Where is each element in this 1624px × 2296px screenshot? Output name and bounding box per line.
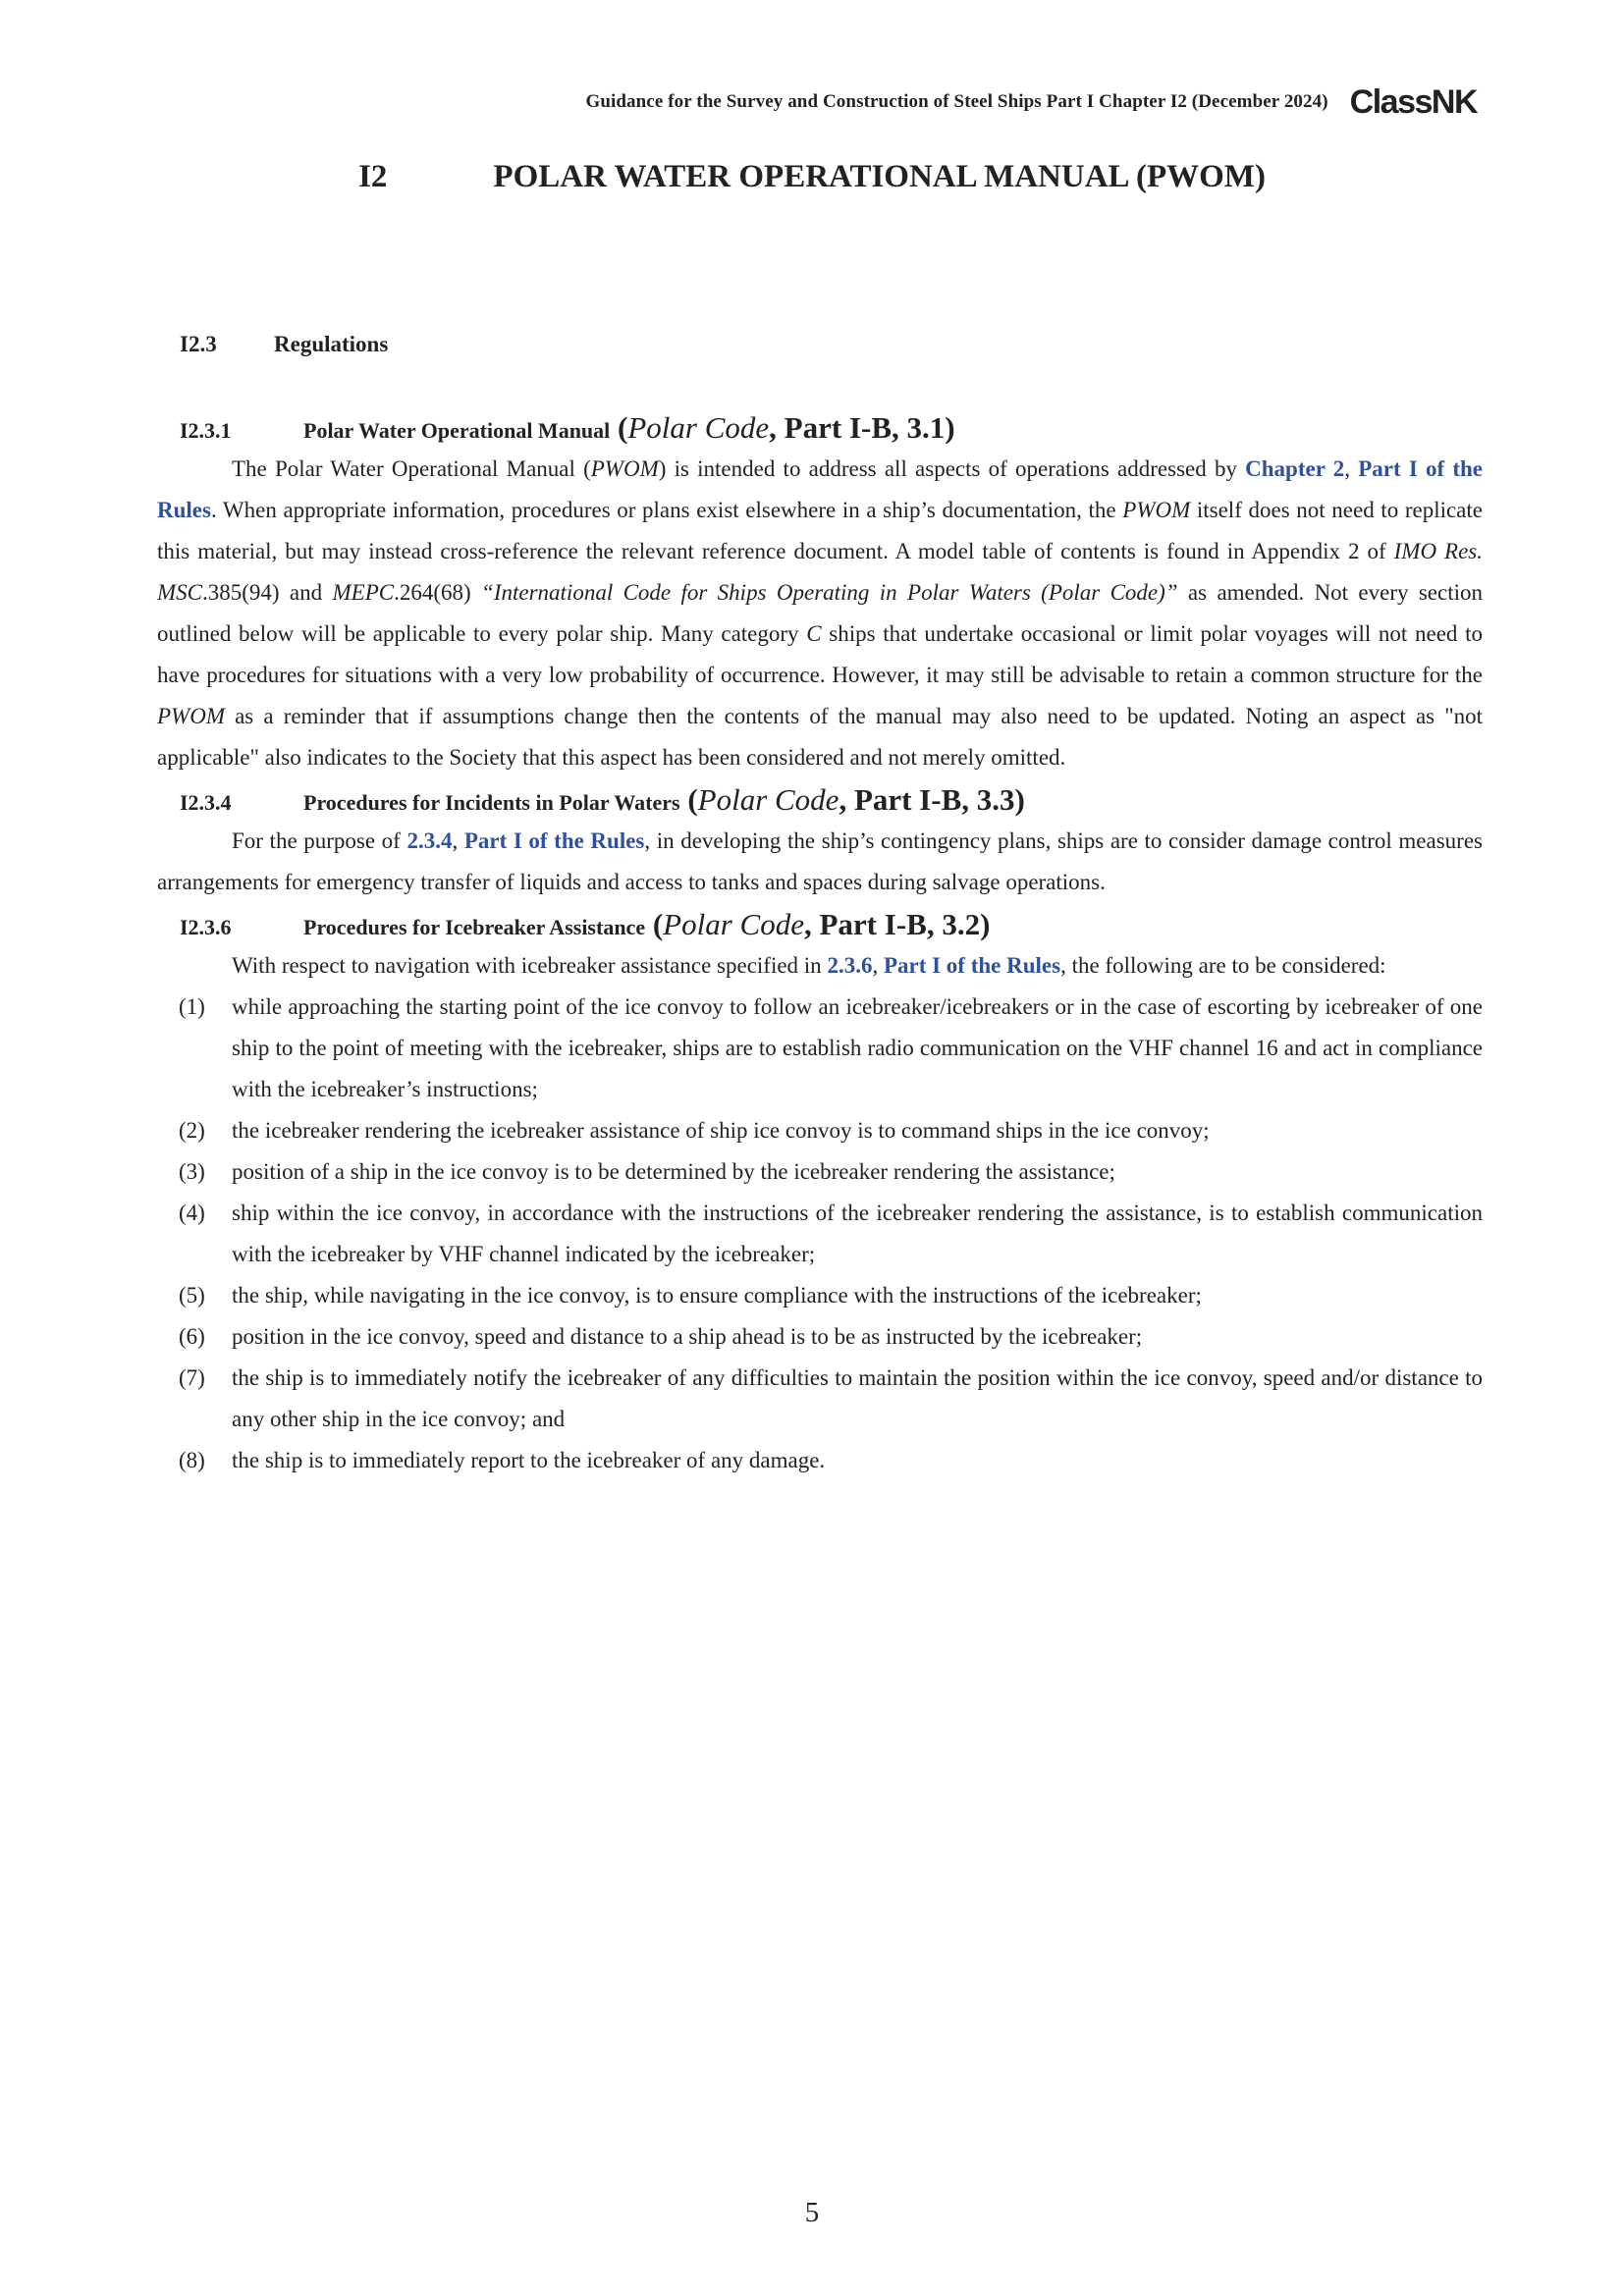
icebreaker-procedure-list (157, 987, 1483, 1481)
page-number: 5 (804, 2197, 820, 2228)
list-item-text: the ship is to immediately notify the icebreaker of any difficulties to maintain the position within the ice convoy, speed and/or distance to any other ship in the ice convoy; and (232, 1365, 1483, 1431)
list-marker: (2) (179, 1118, 205, 1143)
paragraph-2-3-6: With respect to navigation with icebreaker assistance specified in 2.3.6, Part I of the Rules, the following are to be considered: (232, 953, 1386, 978)
subsection-title: Procedures for Incidents in Polar Waters (303, 790, 680, 815)
list-item (157, 1440, 1483, 1481)
list-item (157, 1275, 1483, 1316)
link-part-i-of-the-rules[interactable]: Part I of the Rules (463, 828, 645, 853)
list-item (157, 1110, 1483, 1151)
subsection-title: Polar Water Operational Manual (303, 418, 611, 443)
polar-code-reference: (Polar Code, Part I-B, 3.1) (610, 410, 955, 445)
link-2-3-6[interactable]: 2.3.6 (827, 953, 873, 978)
list-item-text: ship within the ice convoy, in accordance with the instructions of the icebreaker rendering the assistance, is to establish communication with the icebreaker by VHF channel indicated by the icebreaker; (232, 1201, 1483, 1266)
paragraph-2-3-4: For the purpose of 2.3.4, Part I of the Rules, in developing the ship’s contingency plans, ships are to consider damage control measures arrangements for emergency transfer of liquids and access to tanks and spaces during salvage operations. (157, 828, 1483, 894)
chapter-title (0, 159, 1624, 195)
polar-code-reference: (Polar Code, Part I-B, 3.3) (679, 782, 1025, 817)
list-item-text: position of a ship in the ice convoy is to be determined by the icebreaker rendering the assistance; (232, 1159, 1115, 1184)
subsection-title: Procedures for Icebreaker Assistance (303, 915, 646, 939)
paragraph-2-3-1: The Polar Water Operational Manual (PWOM) is intended to address all aspects of operations addressed by Chapter 2, Part I of the Rules. When appropriate information, procedures or plans exist elsewhere in a ship’s documentation, the PWOM itself does not need to replicate this material, but may instead cross-reference the relevant reference document. A model table of contents is found in Appendix 2 of IMO Res. MSC.385(94) and MEPC.264(68) “International Code for Ships Operating in Polar Waters (Polar Code)” as amended. Not every section outlined below will be applicable to every polar ship. Many category C ships that undertake occasional or limit polar voyages will not need to have procedures for situations with a very low probability of occurrence. However, it may still be advisable to retain a common structure for the PWOM as a reminder that if assumptions change then the contents of the manual may also need to be updated. Noting an aspect as "not applicable" also indicates to the Society that this aspect has been considered and not merely omitted. (157, 456, 1484, 770)
section-number: I2.3 (180, 332, 217, 356)
subsection-heading-2-3-4 (157, 778, 1483, 821)
chapter-title-text: POLAR WATER OPERATIONAL MANUAL (PWOM) (493, 159, 1266, 194)
subsection-number: I2.3.1 (180, 418, 232, 443)
main-content (157, 406, 1483, 1481)
list-item (157, 1358, 1483, 1440)
list-marker: (4) (179, 1201, 205, 1225)
list-marker: (7) (179, 1365, 205, 1390)
list-marker: (1) (179, 994, 205, 1019)
subsection-number: I2.3.4 (180, 790, 232, 815)
list-item-text: while approaching the starting point of the ice convoy to follow an icebreaker/icebreakers or in the case of escorting by icebreaker of one ship to the point of meeting with the icebreaker, ships are to establish radio communication on the VHF channel 16 and act in compliance with the icebreaker’s instructions; (232, 994, 1483, 1101)
running-header-title: Guidance for the Survey and Construction of Steel Ships Part I Chapter I2 (December 2024) (585, 91, 1328, 112)
subsection-heading-2-3-6 (157, 903, 1483, 945)
link-chapter-2[interactable]: Chapter 2 (1245, 456, 1345, 481)
subsection-heading-2-3-1 (157, 406, 1483, 449)
running-header (157, 82, 1477, 122)
list-item-text: the ship is to immediately report to the icebreaker of any damage. (232, 1448, 826, 1472)
subsection-number: I2.3.6 (180, 915, 232, 939)
list-item-text: the ship, while navigating in the ice convoy, is to ensure compliance with the instructions of the icebreaker; (232, 1283, 1202, 1308)
link-part-i-of-the-rules[interactable]: Part I of the Rules (157, 456, 1483, 522)
list-marker: (3) (179, 1159, 205, 1184)
list-marker: (6) (179, 1324, 205, 1349)
polar-code-reference: (Polar Code, Part I-B, 3.2) (645, 907, 991, 941)
list-item (157, 1316, 1483, 1358)
section-heading (180, 332, 388, 357)
list-item (157, 1193, 1483, 1275)
list-item (157, 1151, 1483, 1193)
link-part-i-of-the-rules[interactable]: Part I of the Rules (883, 953, 1061, 978)
link-2-3-4[interactable]: 2.3.4 (406, 828, 453, 853)
classnk-logo: ClassNK (1349, 83, 1477, 121)
list-item-text: position in the ice convoy, speed and distance to a ship ahead is to be as instructed by the icebreaker; (232, 1324, 1143, 1349)
list-marker: (8) (179, 1448, 205, 1472)
list-item-text: the icebreaker rendering the icebreaker assistance of ship ice convoy is to command ships in the ice convoy; (232, 1118, 1210, 1143)
list-item (157, 987, 1483, 1110)
section-title: Regulations (274, 332, 389, 356)
chapter-number: I2 (358, 159, 388, 194)
list-marker: (5) (179, 1283, 205, 1308)
